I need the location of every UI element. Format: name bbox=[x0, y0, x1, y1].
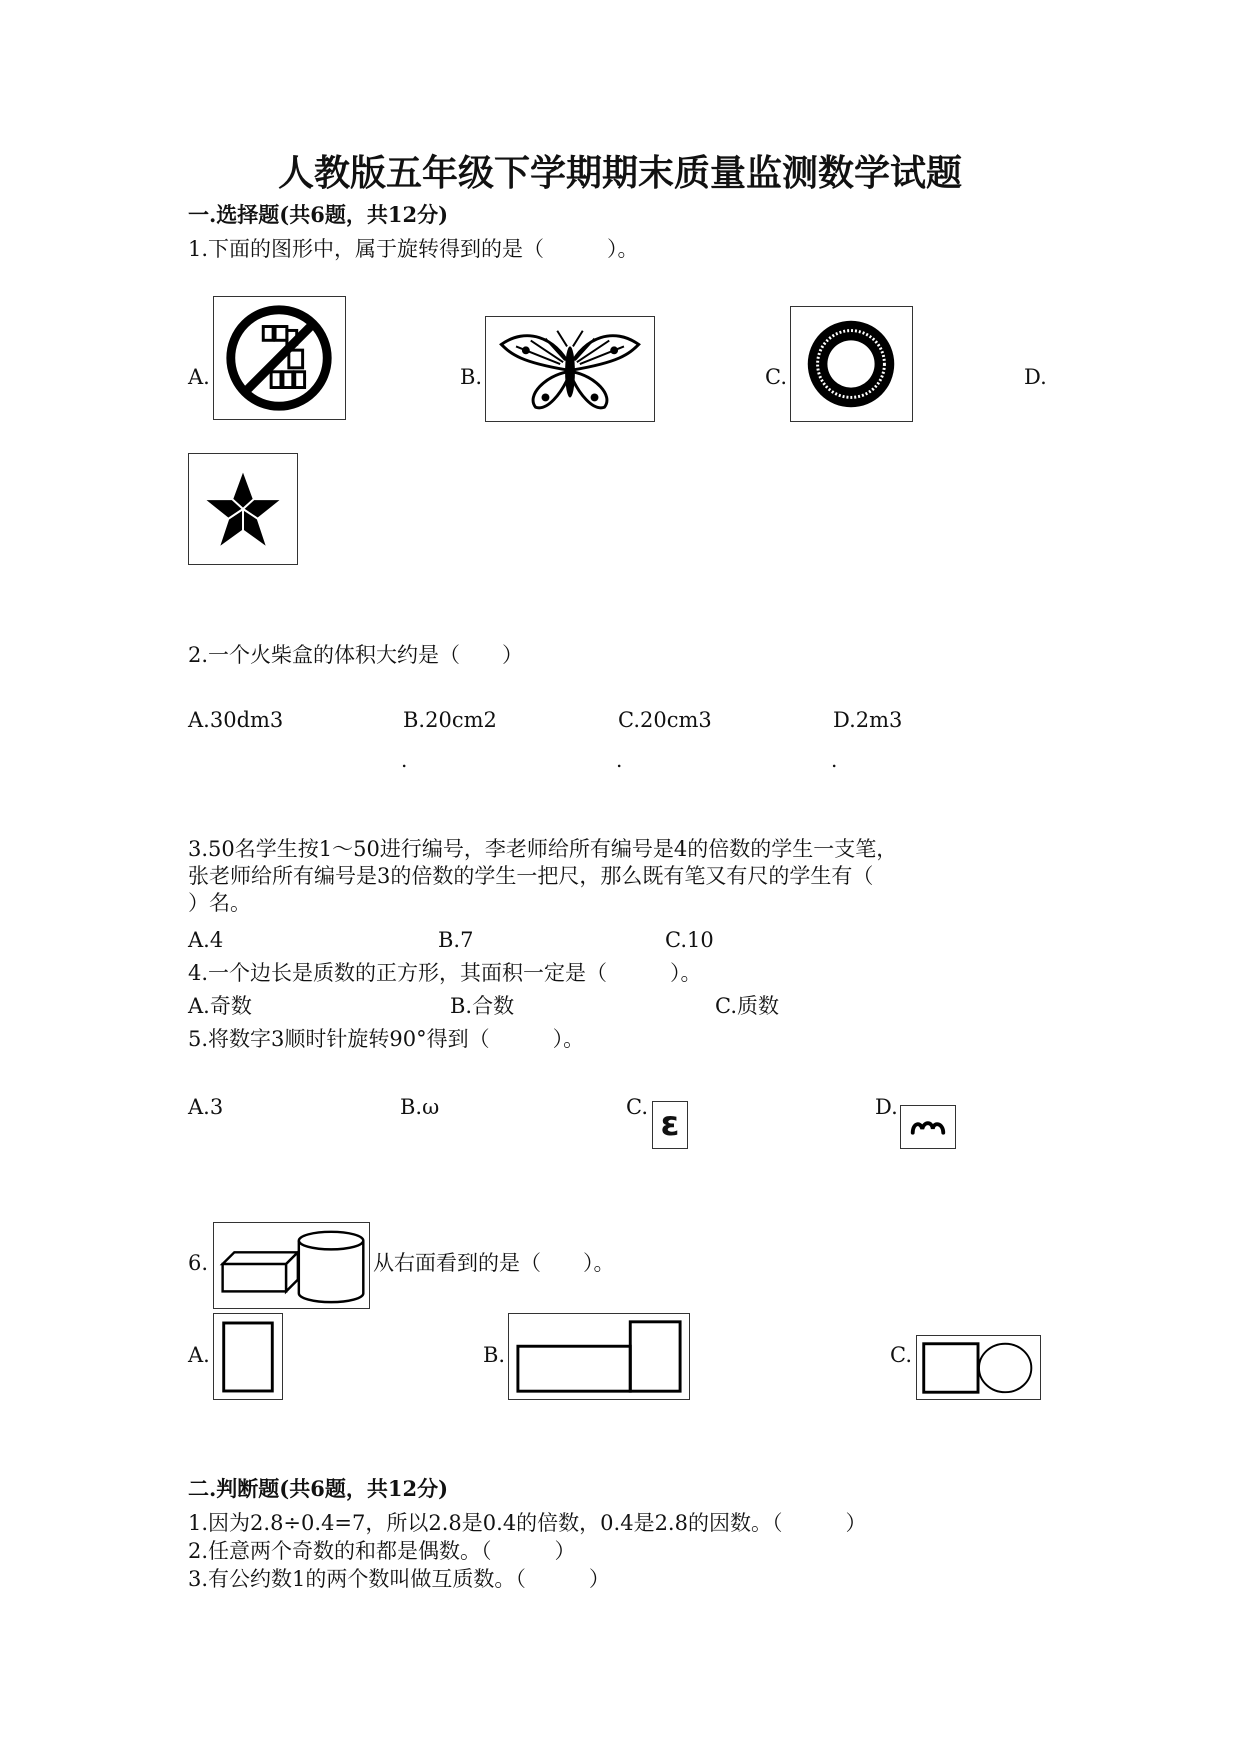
q1-option-c-label: C. bbox=[765, 365, 787, 389]
q2-dot: . bbox=[831, 748, 838, 772]
q3-option-a: A.4 bbox=[188, 928, 224, 952]
question-1-stem: 1.下面的图形中，属于旋转得到的是（ ）。 bbox=[188, 237, 639, 261]
no-tearing-sign-icon bbox=[213, 296, 346, 420]
q6-option-a-label: A. bbox=[188, 1343, 210, 1367]
star-pinwheel-icon bbox=[188, 453, 298, 565]
q2-dot: . bbox=[616, 748, 623, 772]
judgement-item: 3.有公约数1的两个数叫做互质数。（ ） bbox=[188, 1567, 610, 1591]
question-3-line-3: ）名。 bbox=[188, 891, 251, 915]
q6-option-c-label: C. bbox=[890, 1343, 912, 1367]
q5-option-b: B.ω bbox=[400, 1095, 440, 1119]
square-and-circle-view-icon bbox=[916, 1335, 1041, 1400]
q2-option-a: A.30dm3 bbox=[188, 708, 284, 732]
ring-icon bbox=[790, 306, 913, 422]
page-title: 人教版五年级下学期期末质量监测数学试题 bbox=[277, 152, 962, 194]
sideways-three-icon bbox=[900, 1105, 956, 1149]
butterfly-icon bbox=[485, 316, 655, 422]
q3-option-c: C.10 bbox=[665, 928, 714, 952]
q6-prefix: 6. bbox=[188, 1251, 209, 1275]
section-heading-choice: 一.选择题(共6题，共12分) bbox=[188, 202, 449, 227]
q2-option-b: B.20cm2 bbox=[403, 708, 497, 732]
q3-option-b: B.7 bbox=[438, 928, 474, 952]
tall-rectangle-view-icon bbox=[213, 1313, 283, 1400]
judgement-item: 1.因为2.8÷0.4=7，所以2.8是0.4的倍数，0.4是2.8的因数。（ ） bbox=[188, 1511, 867, 1535]
q4-option-c: C.质数 bbox=[715, 994, 779, 1018]
question-6-stem: 从右面看到的是（ ）。 bbox=[373, 1251, 615, 1275]
q1-option-b-label: B. bbox=[460, 365, 483, 389]
q2-dot: . bbox=[401, 748, 408, 772]
question-4-stem: 4.一个边长是质数的正方形，其面积一定是（ ）。 bbox=[188, 961, 702, 985]
rotated-three-glyph: ɛ bbox=[652, 1101, 688, 1149]
question-2-stem: 2.一个火柴盒的体积大约是（ ） bbox=[188, 643, 524, 667]
question-3-line-2: 张老师给所有编号是3的倍数的学生一把尺，那么既有笔又有尺的学生有（ bbox=[188, 864, 874, 888]
section-heading-judgement: 二.判断题(共6题，共12分) bbox=[188, 1476, 449, 1501]
judgement-item: 2.任意两个奇数的和都是偶数。（ ） bbox=[188, 1539, 576, 1563]
q4-option-b: B.合数 bbox=[450, 994, 515, 1018]
q5-option-c-label: C. bbox=[626, 1095, 648, 1119]
q2-option-c: C.20cm3 bbox=[618, 708, 712, 732]
question-5-stem: 5.将数字3顺时针旋转90°得到（ ）。 bbox=[188, 1027, 585, 1051]
q4-option-a: A.奇数 bbox=[188, 994, 252, 1018]
q1-option-d-label: D. bbox=[1024, 365, 1047, 389]
q5-option-d-label: D. bbox=[875, 1095, 898, 1119]
q5-option-a: A.3 bbox=[188, 1095, 224, 1119]
q2-option-d: D.2m3 bbox=[833, 708, 903, 732]
box-and-cylinder-icon bbox=[213, 1222, 370, 1309]
q6-option-b-label: B. bbox=[483, 1343, 506, 1367]
rectangle-pair-view-icon bbox=[508, 1313, 690, 1400]
q1-option-a-label: A. bbox=[188, 365, 210, 389]
question-3-line-1: 3.50名学生按1～50进行编号，李老师给所有编号是4的倍数的学生一支笔， bbox=[188, 837, 898, 861]
